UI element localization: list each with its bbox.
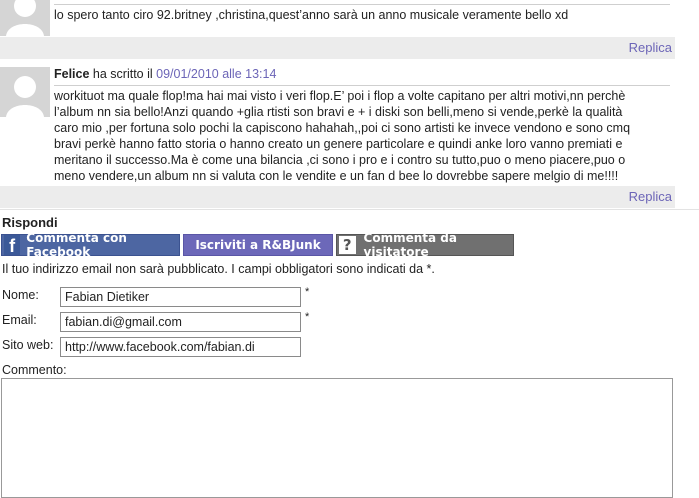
comment-wrote-label: ha scritto il [92, 67, 153, 81]
reply-bar [0, 186, 675, 208]
comment-line: meritano il successo.Ma è come una bilancia ,ci sono i pro e i contro su tutto,puo o meno piacere,puo o [54, 153, 626, 167]
comment-divider [54, 85, 670, 86]
required-fields-notice: Il tuo indirizzo email non sarà pubblicato. I campi obbligatori sono indicati da *. [2, 262, 435, 276]
comment-textarea[interactable] [1, 378, 673, 498]
email-label: Email: [2, 313, 37, 327]
comment-line: bravi perkè hanno fatto storia o hanno creato un genere particolare e quindi anke loro vanno premiati e [54, 137, 623, 151]
website-input[interactable] [60, 337, 301, 357]
email-input[interactable] [60, 312, 301, 332]
comment-line: lo spero tanto ciro 92.britney ,christina,quest’anno sarà un anno musicale veramente bello xd [54, 8, 569, 22]
required-marker: * [305, 286, 310, 298]
facebook-icon: f [4, 235, 20, 255]
avatar-silhouette-icon [0, 0, 50, 36]
question-mark-icon: ? [339, 236, 356, 254]
comment-as-guest-button[interactable] [336, 231, 514, 259]
name-input[interactable] [60, 287, 301, 307]
avatar [0, 67, 50, 117]
comment-divider [54, 4, 670, 5]
comment-header [54, 67, 276, 81]
website-label: Sito web: [2, 338, 54, 352]
comment-text [54, 88, 630, 184]
facebook-button-label: Commenta con Facebook [26, 231, 127, 259]
required-marker: * [305, 311, 310, 323]
comment-with-facebook-button[interactable] [1, 231, 180, 259]
avatar-silhouette-icon [0, 67, 50, 117]
comment-label: Commento: [2, 363, 67, 377]
section-separator [0, 209, 699, 210]
subscribe-button-label: Iscriviti a R&BJunk [195, 238, 321, 252]
subscribe-button[interactable] [183, 234, 333, 256]
guest-button-label: Commenta da visitatore [363, 231, 457, 259]
reply-link[interactable]: Replica [628, 40, 672, 55]
comment-text [54, 7, 568, 23]
comment-author[interactable]: Felice [54, 67, 90, 81]
comment-line: l’album nn sia bello!Anzi quando +glia rtisti son bravi e + i diski son belli,meno si vende,perkè la qualità [54, 105, 623, 119]
reply-link[interactable]: Replica [628, 189, 672, 204]
name-label: Nome: [2, 288, 39, 302]
comment-line: workituot ma quale flop!ma hai mai visto i veri flop.E’ poi i flop a volte capitano per altri motivi,nn perchè [54, 89, 626, 103]
comment-date-link[interactable]: 09/01/2010 alle 13:14 [156, 67, 277, 81]
avatar [0, 0, 50, 36]
comment-line: caro mio ,per fortuna solo pochi la capiscono hahahah,,poi ci sono artisti ke invece vendono e sono cmq [54, 121, 631, 135]
respond-title: Rispondi [2, 215, 58, 230]
comment-line: meno vendere,un album nn si valuta con le vendite e un fan d bee lo dovrebbe sapere melgio di me!!!! [54, 169, 619, 183]
reply-bar [0, 37, 675, 59]
